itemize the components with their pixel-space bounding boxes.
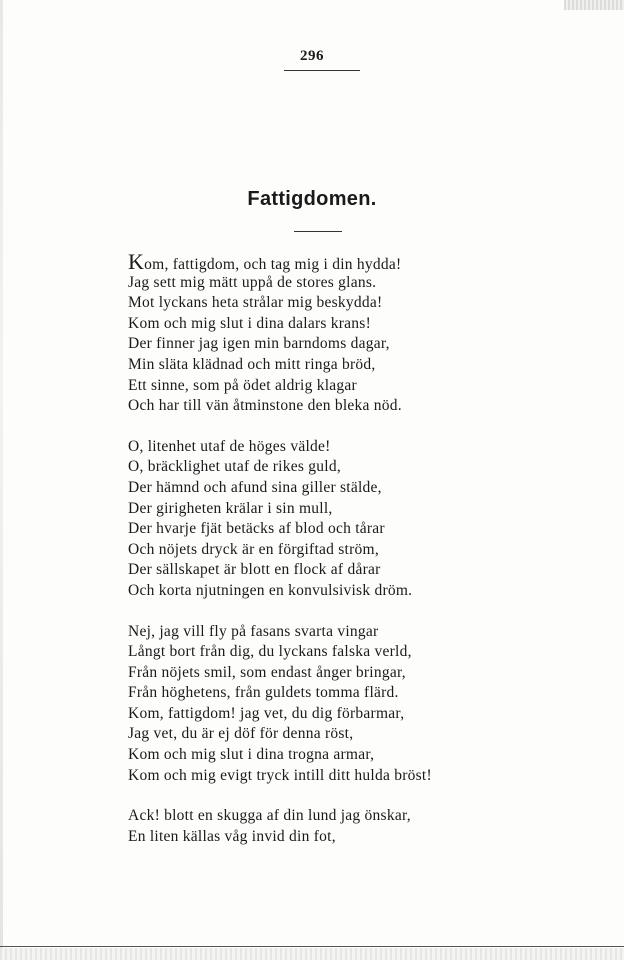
poem-line: Der hvarje fjät betäcks af blod och tårar — [128, 520, 385, 538]
stanza-3 — [128, 622, 528, 787]
poem-line: Jag sett mig mätt uppå de stores glans. — [128, 273, 377, 291]
poem-line: Ack! blott en skugga af din lund jag önskar, — [128, 807, 411, 825]
stanza-2 — [128, 437, 528, 602]
poem-line: Jag vet, du är ej döf för denna röst, — [128, 725, 354, 743]
poem-title: Fattigdomen. — [247, 188, 377, 210]
poem-line: Och har till vän åtminstone den bleka nöd. — [128, 397, 402, 415]
poem-line: O, litenhet utaf de höges välde! — [128, 437, 331, 455]
poem-line: Från höghetens, från guldets tomma flärd. — [128, 684, 399, 702]
poem-body — [128, 249, 528, 847]
stanza-4 — [128, 806, 528, 847]
poem-line-text: om, fattigdom, och tag mig i din hydda! — [144, 256, 402, 273]
poem-line: Min släta klädnad och mitt ringa bröd, — [128, 355, 376, 373]
page-edge-left — [0, 0, 3, 960]
page-number: 296 — [300, 48, 324, 64]
poem-line: Der girigheten krälar i sin mull, — [128, 499, 333, 517]
poem-line: Ett sinne, som på ödet aldrig klagar — [128, 376, 357, 394]
poem-line: Kom och mig slut i dina dalars krans! — [128, 314, 371, 332]
poem-line: Och nöjets dryck är en förgiftad ström, — [128, 540, 379, 558]
poem-line: Der sällskapet är blott en flock af dårar — [128, 561, 381, 579]
poem-line: Från nöjets smil, som endast ånger bringar, — [128, 663, 406, 681]
page-edge-bottom — [0, 948, 624, 960]
poem-line: Mot lyckans heta strålar mig beskydda! — [128, 294, 383, 312]
poem-line: Långt bort från dig, du lyckans falska verld, — [128, 643, 412, 661]
poem-line: Der finner jag igen min barndoms dagar, — [128, 335, 390, 353]
page-bottom-edge-line — [0, 946, 624, 947]
poem-line: Kom och mig slut i dina trogna armar, — [128, 746, 375, 764]
drop-initial: K — [128, 249, 145, 274]
poem-line: En liten källas våg invid din fot, — [128, 827, 336, 845]
poem-line: Kom och mig evigt tryck intill ditt hulda bröst! — [128, 766, 432, 784]
page-edge-top-right — [564, 0, 624, 10]
poem-line: Der hämnd och afund sina giller stälde, — [128, 478, 382, 496]
poem-line: Och korta njutningen en konvulsivisk dröm. — [128, 581, 413, 599]
title-rule — [294, 231, 342, 232]
poem-line: O, bräcklighet utaf de rikes guld, — [128, 458, 341, 476]
stanza-1 — [128, 249, 528, 417]
poem-line: Kom, fattigdom! jag vet, du dig förbarmar, — [128, 704, 405, 722]
poem-line — [128, 249, 528, 274]
page-number-rule — [284, 70, 360, 71]
poem-line: Nej, jag vill fly på fasans svarta vingar — [128, 622, 379, 640]
